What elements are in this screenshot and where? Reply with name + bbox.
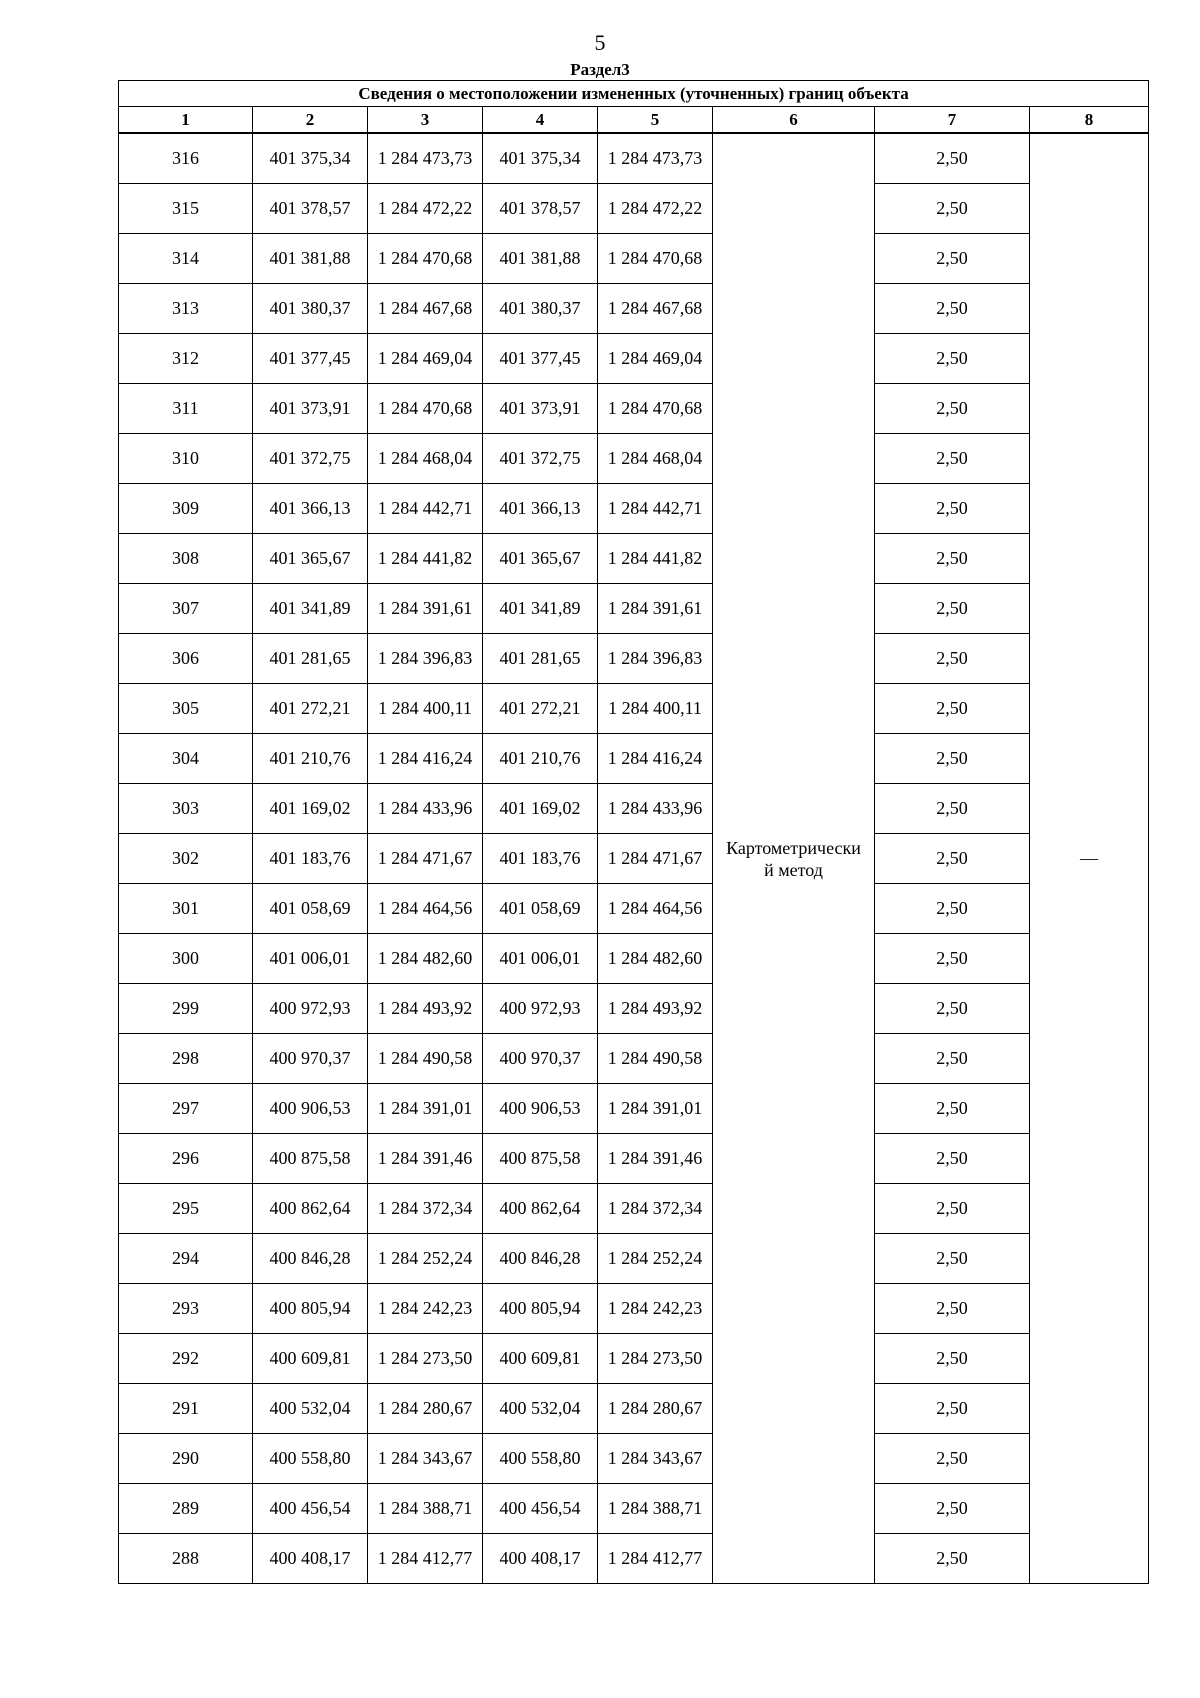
cell-x-old: 400 970,37 (253, 1034, 368, 1084)
cell-x-old: 401 380,37 (253, 284, 368, 334)
cell-precision: 2,50 (875, 884, 1030, 934)
cell-y-new: 1 284 273,50 (598, 1334, 713, 1384)
cell-x-old: 401 341,89 (253, 584, 368, 634)
cell-y-old: 1 284 433,96 (368, 784, 483, 834)
table-row (119, 1134, 1149, 1184)
cell-x-old: 401 183,76 (253, 834, 368, 884)
cell-y-old: 1 284 252,24 (368, 1234, 483, 1284)
cell-point: 310 (119, 434, 253, 484)
cell-x-new: 400 532,04 (483, 1384, 598, 1434)
cell-precision: 2,50 (875, 1034, 1030, 1084)
cell-x-new: 401 365,67 (483, 534, 598, 584)
cell-y-old: 1 284 388,71 (368, 1484, 483, 1534)
cell-y-new: 1 284 391,61 (598, 584, 713, 634)
cell-x-old: 401 272,21 (253, 684, 368, 734)
cell-x-old: 401 006,01 (253, 934, 368, 984)
cell-y-old: 1 284 472,22 (368, 184, 483, 234)
cell-x-old: 401 381,88 (253, 234, 368, 284)
table-row (119, 884, 1149, 934)
cell-y-old: 1 284 396,83 (368, 634, 483, 684)
cell-x-new: 400 875,58 (483, 1134, 598, 1184)
cell-x-old: 401 210,76 (253, 734, 368, 784)
cell-y-old: 1 284 343,67 (368, 1434, 483, 1484)
cell-y-new: 1 284 442,71 (598, 484, 713, 534)
table-row (119, 284, 1149, 334)
cell-x-old: 400 408,17 (253, 1534, 368, 1584)
cell-y-new: 1 284 412,77 (598, 1534, 713, 1584)
cell-x-new: 401 381,88 (483, 234, 598, 284)
table-body (119, 133, 1149, 1584)
table-row (119, 1434, 1149, 1484)
cell-precision: 2,50 (875, 1134, 1030, 1184)
cell-y-new: 1 284 372,34 (598, 1184, 713, 1234)
cell-precision: 2,50 (875, 1334, 1030, 1384)
cell-x-new: 401 272,21 (483, 684, 598, 734)
cell-x-new: 401 372,75 (483, 434, 598, 484)
cell-y-old: 1 284 242,23 (368, 1284, 483, 1334)
cell-precision: 2,50 (875, 1384, 1030, 1434)
table-row (119, 1184, 1149, 1234)
cell-precision: 2,50 (875, 434, 1030, 484)
cell-y-old: 1 284 391,01 (368, 1084, 483, 1134)
cell-precision: 2,50 (875, 1184, 1030, 1234)
cell-y-old: 1 284 471,67 (368, 834, 483, 884)
cell-x-old: 401 373,91 (253, 384, 368, 434)
boundary-coordinates-table (118, 80, 1149, 1584)
cell-x-old: 400 456,54 (253, 1484, 368, 1534)
cell-y-old: 1 284 468,04 (368, 434, 483, 484)
cell-precision: 2,50 (875, 133, 1030, 184)
cell-x-old: 401 375,34 (253, 133, 368, 184)
cell-y-old: 1 284 469,04 (368, 334, 483, 384)
table-row (119, 534, 1149, 584)
cell-x-old: 400 558,80 (253, 1434, 368, 1484)
column-number: 1 (119, 107, 253, 134)
cell-x-new: 400 862,64 (483, 1184, 598, 1234)
cell-y-old: 1 284 470,68 (368, 384, 483, 434)
cell-y-old: 1 284 442,71 (368, 484, 483, 534)
table-row (119, 684, 1149, 734)
section-title: Раздел3 (570, 60, 630, 79)
table-row (119, 1284, 1149, 1334)
cell-precision: 2,50 (875, 1484, 1030, 1534)
cell-y-new: 1 284 468,04 (598, 434, 713, 484)
table-row (119, 184, 1149, 234)
cell-x-new: 400 805,94 (483, 1284, 598, 1334)
cell-point: 299 (119, 984, 253, 1034)
cell-point: 312 (119, 334, 253, 384)
table-row (119, 634, 1149, 684)
cell-precision: 2,50 (875, 584, 1030, 634)
cell-y-new: 1 284 464,56 (598, 884, 713, 934)
cell-x-new: 401 169,02 (483, 784, 598, 834)
cell-y-new: 1 284 467,68 (598, 284, 713, 334)
cell-precision: 2,50 (875, 634, 1030, 684)
cell-point: 307 (119, 584, 253, 634)
cell-point: 313 (119, 284, 253, 334)
cell-point: 298 (119, 1034, 253, 1084)
cell-y-old: 1 284 473,73 (368, 133, 483, 184)
table-row (119, 133, 1149, 184)
cell-y-new: 1 284 490,58 (598, 1034, 713, 1084)
cell-x-new: 401 380,37 (483, 284, 598, 334)
cell-y-new: 1 284 470,68 (598, 234, 713, 284)
cell-point: 311 (119, 384, 253, 434)
cell-x-new: 401 378,57 (483, 184, 598, 234)
cell-x-old: 401 281,65 (253, 634, 368, 684)
cell-y-new: 1 284 391,46 (598, 1134, 713, 1184)
cell-y-old: 1 284 467,68 (368, 284, 483, 334)
table-row (119, 784, 1149, 834)
cell-x-old: 401 372,75 (253, 434, 368, 484)
cell-y-new: 1 284 416,24 (598, 734, 713, 784)
cell-point: 302 (119, 834, 253, 884)
table-row (119, 1084, 1149, 1134)
table-row (119, 234, 1149, 284)
table-row (119, 484, 1149, 534)
cell-y-old: 1 284 391,61 (368, 584, 483, 634)
cell-precision: 2,50 (875, 384, 1030, 434)
cell-precision: 2,50 (875, 234, 1030, 284)
table-row (119, 584, 1149, 634)
cell-y-new: 1 284 441,82 (598, 534, 713, 584)
cell-y-new: 1 284 242,23 (598, 1284, 713, 1334)
cell-y-old: 1 284 391,46 (368, 1134, 483, 1184)
cell-y-new: 1 284 469,04 (598, 334, 713, 384)
table-row (119, 834, 1149, 884)
cell-point: 294 (119, 1234, 253, 1284)
cell-x-old: 400 609,81 (253, 1334, 368, 1384)
cell-point: 301 (119, 884, 253, 934)
cell-precision: 2,50 (875, 734, 1030, 784)
cell-precision: 2,50 (875, 684, 1030, 734)
cell-point: 288 (119, 1534, 253, 1584)
cell-y-new: 1 284 482,60 (598, 934, 713, 984)
cell-x-old: 401 378,57 (253, 184, 368, 234)
cell-x-old: 400 906,53 (253, 1084, 368, 1134)
cell-precision: 2,50 (875, 784, 1030, 834)
cell-precision: 2,50 (875, 184, 1030, 234)
cell-y-new: 1 284 396,83 (598, 634, 713, 684)
cell-x-new: 401 377,45 (483, 334, 598, 384)
table-row (119, 334, 1149, 384)
cell-y-old: 1 284 416,24 (368, 734, 483, 784)
table-row (119, 984, 1149, 1034)
cell-x-old: 400 875,58 (253, 1134, 368, 1184)
cell-y-old: 1 284 400,11 (368, 684, 483, 734)
cell-y-new: 1 284 280,67 (598, 1384, 713, 1434)
cell-point: 315 (119, 184, 253, 234)
cell-x-old: 400 805,94 (253, 1284, 368, 1334)
cell-y-new: 1 284 470,68 (598, 384, 713, 434)
column-number: 6 (713, 107, 875, 134)
cell-x-new: 401 183,76 (483, 834, 598, 884)
cell-x-old: 401 169,02 (253, 784, 368, 834)
cell-x-old: 400 862,64 (253, 1184, 368, 1234)
cell-precision: 2,50 (875, 534, 1030, 584)
cell-x-new: 400 609,81 (483, 1334, 598, 1384)
column-number: 5 (598, 107, 713, 134)
cell-precision: 2,50 (875, 1284, 1030, 1334)
cell-x-old: 401 377,45 (253, 334, 368, 384)
cell-point: 293 (119, 1284, 253, 1334)
table-row (119, 1334, 1149, 1384)
cell-point: 316 (119, 133, 253, 184)
cell-y-old: 1 284 441,82 (368, 534, 483, 584)
cell-point: 290 (119, 1434, 253, 1484)
table-row (119, 1534, 1149, 1584)
cell-x-new: 401 210,76 (483, 734, 598, 784)
cell-x-new: 400 456,54 (483, 1484, 598, 1534)
cell-precision: 2,50 (875, 934, 1030, 984)
cell-x-old: 401 365,67 (253, 534, 368, 584)
table-caption-row (119, 81, 1149, 107)
cell-precision: 2,50 (875, 984, 1030, 1034)
column-number: 3 (368, 107, 483, 134)
table-row (119, 1484, 1149, 1534)
cell-x-new: 401 006,01 (483, 934, 598, 984)
note-cell: — (1030, 133, 1149, 1584)
cell-point: 314 (119, 234, 253, 284)
cell-y-new: 1 284 472,22 (598, 184, 713, 234)
cell-point: 309 (119, 484, 253, 534)
cell-y-new: 1 284 493,92 (598, 984, 713, 1034)
cell-point: 303 (119, 784, 253, 834)
cell-x-old: 401 058,69 (253, 884, 368, 934)
table-row (119, 384, 1149, 434)
column-number: 7 (875, 107, 1030, 134)
cell-y-new: 1 284 473,73 (598, 133, 713, 184)
table-row (119, 1034, 1149, 1084)
cell-x-new: 401 058,69 (483, 884, 598, 934)
cell-y-new: 1 284 433,96 (598, 784, 713, 834)
cell-y-old: 1 284 490,58 (368, 1034, 483, 1084)
table-caption: Сведения о местоположении измененных (уточненных) границ объекта (119, 81, 1149, 107)
cell-precision: 2,50 (875, 1234, 1030, 1284)
cell-precision: 2,50 (875, 1534, 1030, 1584)
cell-y-new: 1 284 343,67 (598, 1434, 713, 1484)
method-cell (713, 133, 875, 1584)
cell-point: 305 (119, 684, 253, 734)
cell-y-old: 1 284 273,50 (368, 1334, 483, 1384)
cell-y-new: 1 284 252,24 (598, 1234, 713, 1284)
cell-x-old: 400 846,28 (253, 1234, 368, 1284)
cell-y-new: 1 284 388,71 (598, 1484, 713, 1534)
cell-point: 296 (119, 1134, 253, 1184)
cell-precision: 2,50 (875, 834, 1030, 884)
table-row (119, 1384, 1149, 1434)
cell-x-new: 401 281,65 (483, 634, 598, 684)
cell-point: 295 (119, 1184, 253, 1234)
column-number: 8 (1030, 107, 1149, 134)
cell-point: 289 (119, 1484, 253, 1534)
cell-point: 300 (119, 934, 253, 984)
cell-precision: 2,50 (875, 284, 1030, 334)
column-number: 2 (253, 107, 368, 134)
cell-x-old: 400 972,93 (253, 984, 368, 1034)
cell-y-old: 1 284 280,67 (368, 1384, 483, 1434)
cell-y-old: 1 284 372,34 (368, 1184, 483, 1234)
cell-x-new: 400 846,28 (483, 1234, 598, 1284)
cell-point: 292 (119, 1334, 253, 1384)
cell-x-new: 400 408,17 (483, 1534, 598, 1584)
table-row (119, 434, 1149, 484)
cell-precision: 2,50 (875, 484, 1030, 534)
table-row (119, 934, 1149, 984)
table-row (119, 1234, 1149, 1284)
cell-x-new: 400 906,53 (483, 1084, 598, 1134)
cell-x-new: 400 558,80 (483, 1434, 598, 1484)
cell-x-new: 401 375,34 (483, 133, 598, 184)
cell-x-old: 400 532,04 (253, 1384, 368, 1434)
cell-y-new: 1 284 400,11 (598, 684, 713, 734)
cell-point: 297 (119, 1084, 253, 1134)
cell-y-old: 1 284 412,77 (368, 1534, 483, 1584)
column-number-row (119, 107, 1149, 134)
cell-point: 304 (119, 734, 253, 784)
cell-y-new: 1 284 471,67 (598, 834, 713, 884)
cell-point: 291 (119, 1384, 253, 1434)
cell-y-old: 1 284 482,60 (368, 934, 483, 984)
cell-y-new: 1 284 391,01 (598, 1084, 713, 1134)
cell-precision: 2,50 (875, 334, 1030, 384)
cell-x-old: 401 366,13 (253, 484, 368, 534)
cell-precision: 2,50 (875, 1434, 1030, 1484)
cell-x-new: 401 341,89 (483, 584, 598, 634)
method-text-line: й метод (764, 859, 823, 880)
cell-y-old: 1 284 464,56 (368, 884, 483, 934)
cell-precision: 2,50 (875, 1084, 1030, 1134)
cell-x-new: 400 972,93 (483, 984, 598, 1034)
cell-point: 306 (119, 634, 253, 684)
cell-x-new: 401 373,91 (483, 384, 598, 434)
cell-point: 308 (119, 534, 253, 584)
cell-x-new: 400 970,37 (483, 1034, 598, 1084)
cell-x-new: 401 366,13 (483, 484, 598, 534)
method-text-line: Картометрически (726, 837, 861, 858)
column-number: 4 (483, 107, 598, 134)
cell-y-old: 1 284 470,68 (368, 234, 483, 284)
table-row (119, 734, 1149, 784)
page-number: 5 (594, 30, 606, 55)
cell-y-old: 1 284 493,92 (368, 984, 483, 1034)
